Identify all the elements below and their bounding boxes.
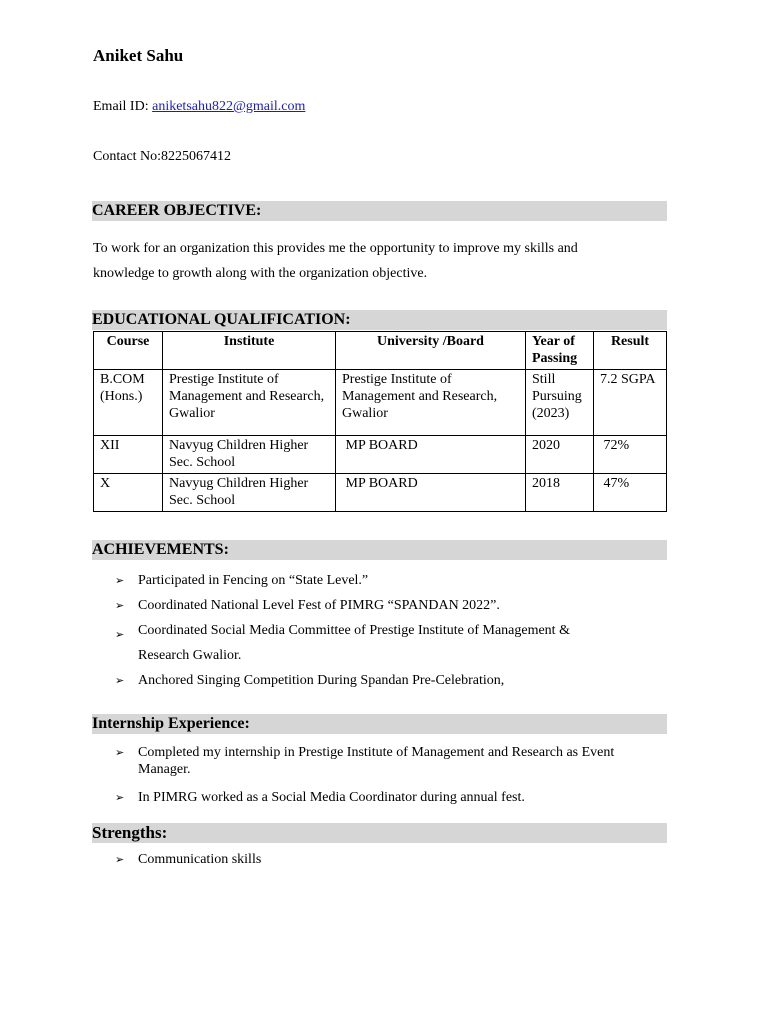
strengths-list	[93, 851, 683, 868]
table-cell: XII	[94, 436, 163, 474]
internship-list	[93, 744, 683, 806]
table-cell: 47%	[594, 474, 667, 512]
arrowhead-bullet-icon: ➢	[115, 674, 125, 687]
list-item	[93, 597, 683, 614]
list-item-text: In PIMRG worked as a Social Media Coordinator during annual fest.	[138, 790, 525, 805]
arrowhead-bullet-icon: ➢	[115, 628, 125, 641]
list-item-text: Coordinated Social Media Committee of Prestige Institute of Management &	[138, 623, 570, 638]
table-cell: 2018	[526, 474, 594, 512]
education-table	[93, 331, 667, 512]
career-objective-heading: CAREER OBJECTIVE:	[92, 201, 667, 221]
list-item	[93, 672, 683, 689]
strengths-heading: Strengths:	[92, 823, 667, 843]
list-item-text: Completed my internship in Prestige Institute of Management and Research as Event	[138, 745, 615, 760]
table-row	[94, 370, 667, 436]
table-cell: B.COM (Hons.)	[94, 370, 163, 436]
list-item-text: Communication skills	[138, 852, 262, 867]
column-header-result: Result	[594, 332, 667, 370]
list-item-text: Coordinated National Level Fest of PIMRG “SPANDAN 2022”.	[138, 598, 500, 613]
table-header-row	[94, 332, 667, 370]
table-cell: Prestige Institute of Management and Research, Gwalior	[163, 370, 336, 436]
table-cell: X	[94, 474, 163, 512]
list-item	[93, 618, 683, 668]
education-heading: EDUCATIONAL QUALIFICATION:	[92, 310, 667, 330]
table-cell: Navyug Children Higher Sec. School	[163, 436, 336, 474]
list-item-text: Research Gwalior.	[138, 648, 242, 663]
email-label: Email ID:	[93, 99, 153, 114]
list-item	[93, 744, 683, 778]
arrowhead-bullet-icon: ➢	[115, 791, 125, 804]
table-cell: Navyug Children Higher Sec. School	[163, 474, 336, 512]
candidate-name: Aniket Sahu	[93, 46, 184, 65]
table-cell: MP BOARD	[336, 474, 526, 512]
column-header-institute: Institute	[163, 332, 336, 370]
arrowhead-bullet-icon: ➢	[115, 599, 125, 612]
list-item	[93, 789, 683, 806]
table-cell: Still Pursuing (2023)	[526, 370, 594, 436]
table-row	[94, 436, 667, 474]
list-item-text: Manager.	[138, 762, 191, 777]
list-item-text: Anchored Singing Competition During Spandan Pre-Celebration,	[138, 673, 505, 688]
arrowhead-bullet-icon: ➢	[115, 574, 125, 587]
table-cell: 2020	[526, 436, 594, 474]
column-header-year: Year of Passing	[526, 332, 594, 370]
email-line	[93, 99, 305, 115]
achievements-list	[93, 572, 683, 689]
contact-number: Contact No:8225067412	[93, 149, 232, 164]
career-objective-text	[93, 236, 653, 286]
column-header-university: University /Board	[336, 332, 526, 370]
achievements-heading: ACHIEVEMENTS:	[92, 540, 667, 560]
table-cell: 72%	[594, 436, 667, 474]
list-item	[93, 572, 683, 589]
career-objective-line: knowledge to growth along with the organization objective.	[93, 266, 428, 281]
arrowhead-bullet-icon: ➢	[115, 746, 125, 759]
column-header-course: Course	[94, 332, 163, 370]
list-item-text: Participated in Fencing on “State Level.”	[138, 573, 369, 588]
table-cell: Prestige Institute of Management and Research, Gwalior	[336, 370, 526, 436]
table-cell: 7.2 SGPA	[594, 370, 667, 436]
arrowhead-bullet-icon: ➢	[115, 853, 125, 866]
email-link[interactable]: aniketsahu822@gmail.com	[152, 99, 306, 114]
table-cell: MP BOARD	[336, 436, 526, 474]
internship-heading: Internship Experience:	[92, 714, 667, 734]
table-row	[94, 474, 667, 512]
career-objective-line: To work for an organization this provides me the opportunity to improve my skills and	[93, 241, 578, 256]
list-item	[93, 851, 683, 868]
